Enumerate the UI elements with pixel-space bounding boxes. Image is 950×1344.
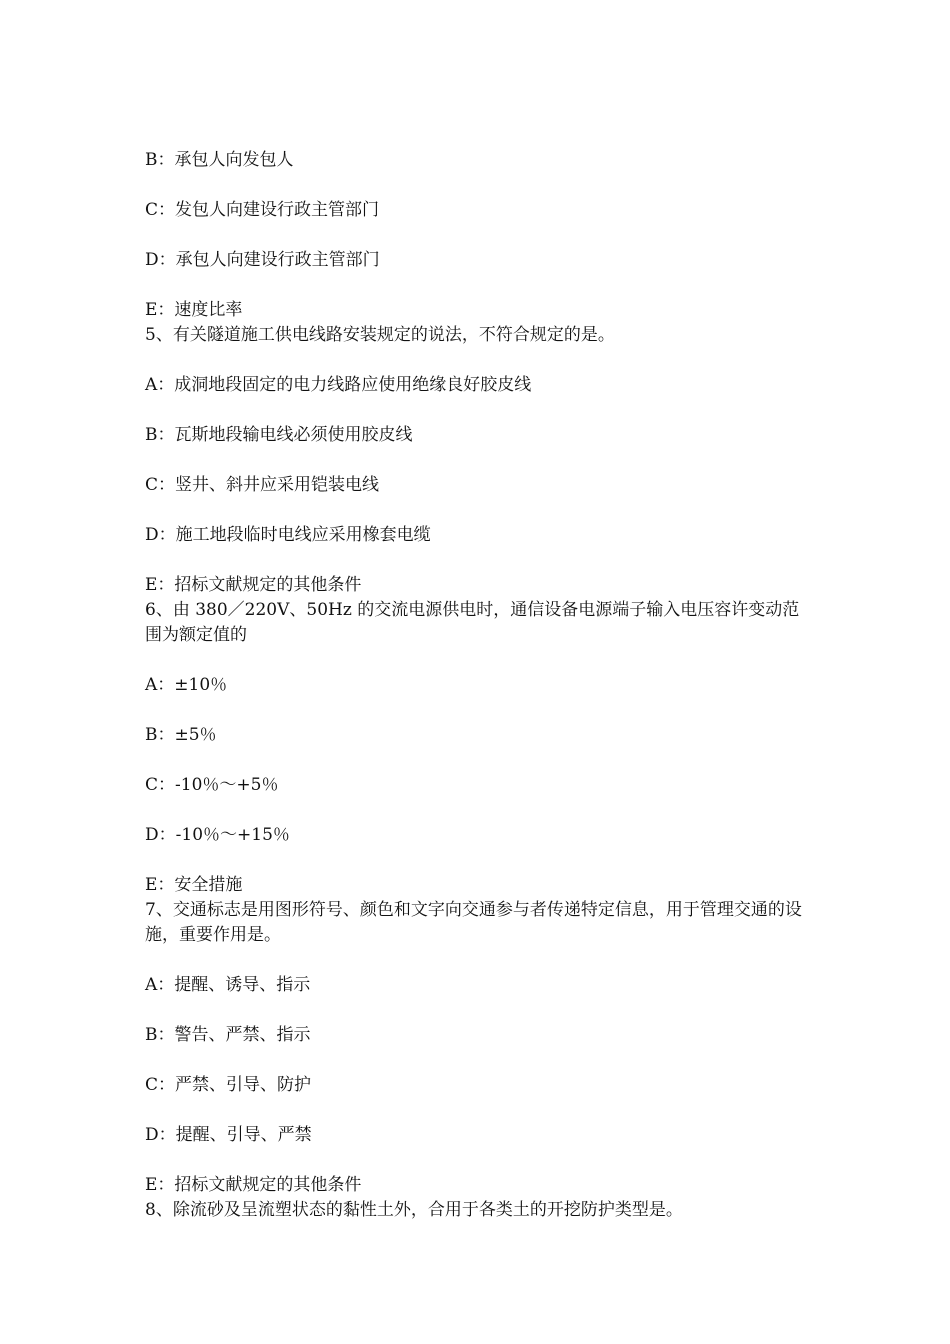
spacer [145,1048,825,1073]
spacer [145,173,825,198]
spacer [145,948,825,973]
spacer [145,1148,825,1173]
question-text: 8、除流砂及呈流塑状态的黏性土外，合用于各类土的开挖防护类型是。 [145,1200,683,1220]
spacer [145,798,825,823]
spacer [145,848,825,873]
option-line: B：承包人向发包人 [145,150,294,170]
option-line: C：-10％～+5％ [145,775,279,795]
option-line: B：警告、严禁、指示 [145,1025,311,1045]
option-line: B：±5％ [145,725,217,745]
spacer [145,448,825,473]
option-line: D：施工地段临时电线应采用橡套电缆 [145,525,431,545]
spacer [145,348,825,373]
option-line: C：发包人向建设行政主管部门 [145,200,380,220]
question-text: 7、交通标志是用图形符号、颜色和文字向交通参与者传递特定信息，用于管理交通的设施，重要作用是。 [145,900,802,945]
spacer [145,498,825,523]
question-text: 6、由 380／220V、50Hz 的交流电源供电时，通信设备电源端子输入电压容许变动范围为额定值的 [145,600,800,645]
option-line: A：±10％ [145,675,228,695]
spacer [145,398,825,423]
option-line: E：招标文献规定的其他条件 [145,1175,362,1195]
spacer [145,998,825,1023]
option-line: D：提醒、引导、严禁 [145,1125,312,1145]
option-line: E：安全措施 [145,875,243,895]
option-line: E：速度比率 [145,300,243,320]
spacer [145,273,825,298]
question-text: 5、有关隧道施工供电线路安装规定的说法，不符合规定的是。 [145,325,615,345]
option-line: B：瓦斯地段输电线必须使用胶皮线 [145,425,413,445]
option-line: C：严禁、引导、防护 [145,1075,312,1095]
option-line: D：-10％～+15％ [145,825,290,845]
spacer [145,1098,825,1123]
spacer [145,223,825,248]
spacer [145,698,825,723]
option-line: A：提醒、诱导、指示 [145,975,311,995]
spacer [145,548,825,573]
option-line: C：竖井、斜井应采用铠装电线 [145,475,380,495]
spacer [145,748,825,773]
option-line: D：承包人向建设行政主管部门 [145,250,380,270]
option-line: A：成洞地段固定的电力线路应使用绝缘良好胶皮线 [145,375,532,395]
document-page [145,148,825,1223]
option-line: E：招标文献规定的其他条件 [145,575,362,595]
spacer [145,648,825,673]
